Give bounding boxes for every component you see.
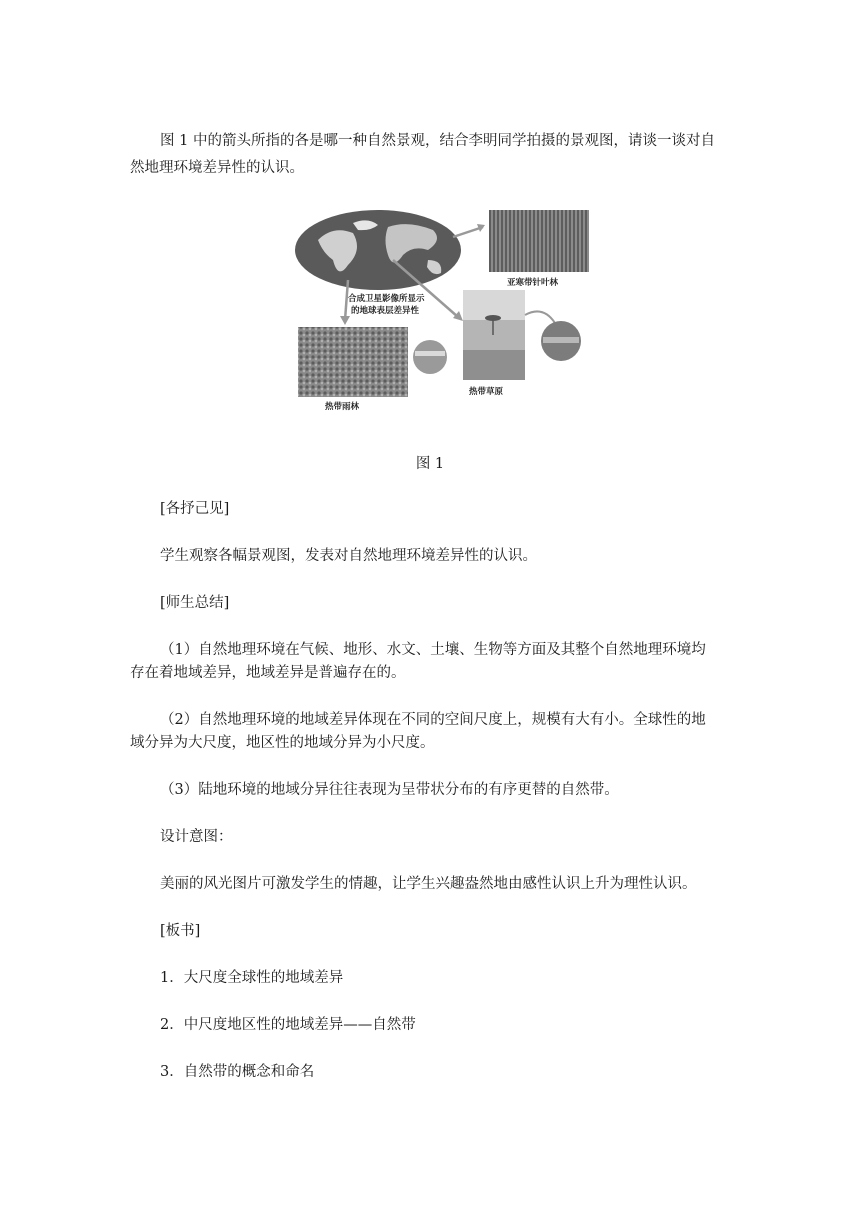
heading-opinions: [各抒己见]: [160, 501, 230, 517]
intro-line-2: 然地理环境差异性的认识。: [130, 160, 304, 176]
summary-item-1-line-1: （1）自然地理环境在气候、地形、水文、土壤、生物等方面及其整个自然地理环境均: [160, 642, 706, 658]
paragraph-design-intent: 美丽的风光图片可激发学生的情趣，让学生兴趣盎然地由感性认识上升为理性认识。: [160, 876, 697, 892]
heading-board: [板书]: [160, 923, 201, 939]
board-item-2: 2．中尺度地区性的地域差异——自然带: [160, 1017, 416, 1033]
map-label-line-1: 合成卫星影像所显示: [348, 294, 425, 304]
rainforest-label: 热带雨林: [325, 402, 360, 412]
taiga-image: [489, 210, 589, 272]
map-label-line-2: 的地球表层差异性: [351, 306, 420, 316]
savanna-label: 热带草原: [469, 387, 504, 397]
paragraph-observe: 学生观察各幅景观图，发表对自然地理环境差异性的认识。: [160, 548, 537, 564]
board-item-3: 3．自然带的概念和命名: [160, 1064, 315, 1080]
summary-item-1-line-2: 存在着地域差异，地域差异是普遍存在的。: [130, 665, 406, 681]
landscape-figure-image: [293, 205, 593, 415]
landscape-figure: [293, 205, 593, 415]
summary-item-2-line-2: 域分异为大尺度，地区性的地域分异为小尺度。: [130, 735, 435, 751]
intro-line-1: 图 1 中的箭头所指的各是哪一种自然景观，结合李明同学拍摄的景观图，请谈一谈对自: [160, 133, 715, 149]
world-map: [295, 210, 461, 290]
taiga-label: 亚寒带针叶林: [507, 278, 559, 288]
summary-item-3: （3）陆地环境的地域分异往往表现为呈带状分布的有序更替的自然带。: [160, 782, 619, 798]
board-item-1: 1．大尺度全球性的地域差异: [160, 970, 344, 986]
heading-design-intent: 设计意图：: [160, 829, 233, 845]
summary-item-2-line-1: （2）自然地理环境的地域差异体现在不同的空间尺度上，规模有大有小。全球性的地: [160, 712, 706, 728]
figure-caption: 图 1: [415, 456, 445, 472]
heading-summary: [师生总结]: [160, 595, 230, 611]
zoom-circle-left: [413, 340, 447, 374]
rainforest-image: [298, 327, 408, 397]
